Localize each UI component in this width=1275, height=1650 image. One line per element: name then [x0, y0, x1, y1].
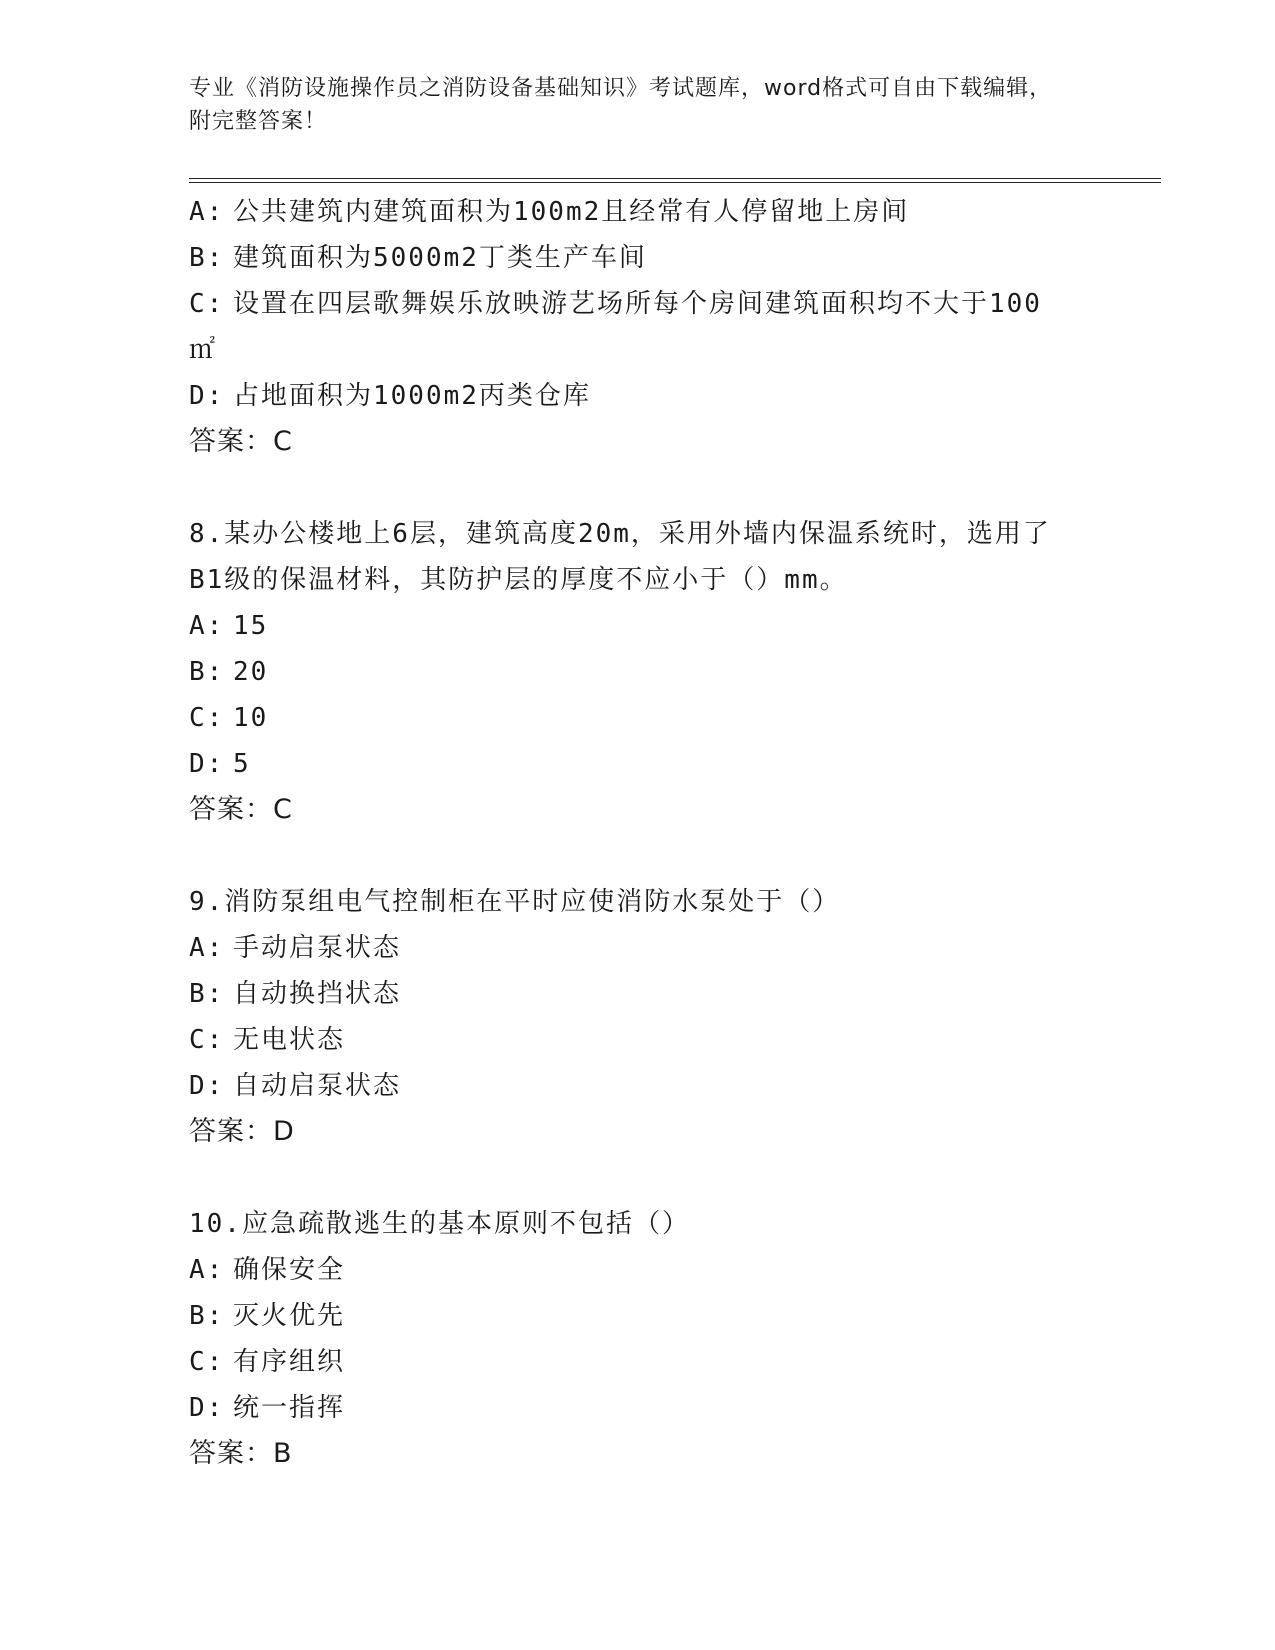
option-text: 无电状态 — [233, 1025, 346, 1055]
option-text: 公共建筑内建筑面积为100m2且经常有人停留地上房间 — [233, 197, 910, 227]
option-label: B: — [189, 657, 225, 687]
option-c — [189, 695, 1089, 741]
question-stem: 8.某办公楼地上6层，建筑高度20m，采用外墙内保温系统时，选用了 — [189, 519, 1051, 549]
option-b — [189, 235, 1089, 281]
spacer — [189, 833, 1089, 879]
option-text: 有序组织 — [233, 1347, 346, 1377]
option-label: C: — [189, 289, 225, 319]
option-c-continuation: ㎡ — [189, 335, 218, 365]
answer-line: 答案：B — [189, 1438, 293, 1469]
answer-line: 答案：C — [189, 426, 293, 457]
option-b — [189, 1293, 1089, 1339]
option-c — [189, 1017, 1089, 1063]
option-a — [189, 925, 1089, 971]
option-label: D: — [189, 381, 225, 411]
option-label: C: — [189, 1347, 225, 1377]
option-text: 设置在四层歌舞娱乐放映游艺场所每个房间建筑面积均不大于100 — [233, 289, 1042, 319]
option-b — [189, 649, 1089, 695]
option-text: 15 — [233, 611, 269, 641]
answer-line: 答案：C — [189, 794, 293, 825]
option-label: B: — [189, 243, 225, 273]
option-label: B: — [189, 979, 225, 1009]
option-text: 自动启泵状态 — [233, 1071, 402, 1101]
header-double-rule — [189, 178, 1161, 183]
option-c — [189, 1339, 1089, 1385]
option-text: 10 — [233, 703, 269, 733]
question-list — [189, 189, 1089, 1477]
option-label: D: — [189, 1393, 225, 1423]
option-text: 20 — [233, 657, 269, 687]
option-c — [189, 281, 1089, 327]
option-a — [189, 1247, 1089, 1293]
option-b — [189, 971, 1089, 1017]
option-text: 灭火优先 — [233, 1301, 346, 1331]
option-text: 确保安全 — [233, 1255, 346, 1285]
option-d — [189, 1063, 1089, 1109]
spacer — [189, 465, 1089, 511]
option-label: B: — [189, 1301, 225, 1331]
option-d — [189, 741, 1089, 787]
answer-line: 答案：D — [189, 1116, 295, 1147]
document-header: 专业《消防设施操作员之消防设备基础知识》考试题库，word格式可自由下载编辑，附完整答案！ — [189, 76, 1053, 134]
option-text: 手动启泵状态 — [233, 933, 402, 963]
option-label: A: — [189, 1255, 225, 1285]
option-text: 5 — [233, 749, 251, 779]
option-text: 自动换挡状态 — [233, 979, 402, 1009]
option-label: D: — [189, 1071, 225, 1101]
question-stem: 9.消防泵组电气控制柜在平时应使消防水泵处于（） — [189, 887, 841, 917]
option-label: D: — [189, 749, 225, 779]
option-label: C: — [189, 703, 225, 733]
question-stem-continuation: B1级的保温材料，其防护层的厚度不应小于（）mm。 — [189, 565, 848, 595]
option-a — [189, 603, 1089, 649]
option-text: 建筑面积为5000m2丁类生产车间 — [233, 243, 647, 273]
option-d — [189, 1385, 1089, 1431]
option-text: 占地面积为1000m2丙类仓库 — [233, 381, 591, 411]
option-label: A: — [189, 611, 225, 641]
option-label: A: — [189, 933, 225, 963]
question-7-options — [189, 189, 1089, 419]
spacer — [189, 1155, 1089, 1201]
option-label: A: — [189, 197, 225, 227]
option-a — [189, 189, 1089, 235]
option-label: C: — [189, 1025, 225, 1055]
question-stem: 10.应急疏散逃生的基本原则不包括（） — [189, 1209, 690, 1239]
option-d — [189, 373, 1089, 419]
option-text: 统一指挥 — [233, 1393, 346, 1423]
